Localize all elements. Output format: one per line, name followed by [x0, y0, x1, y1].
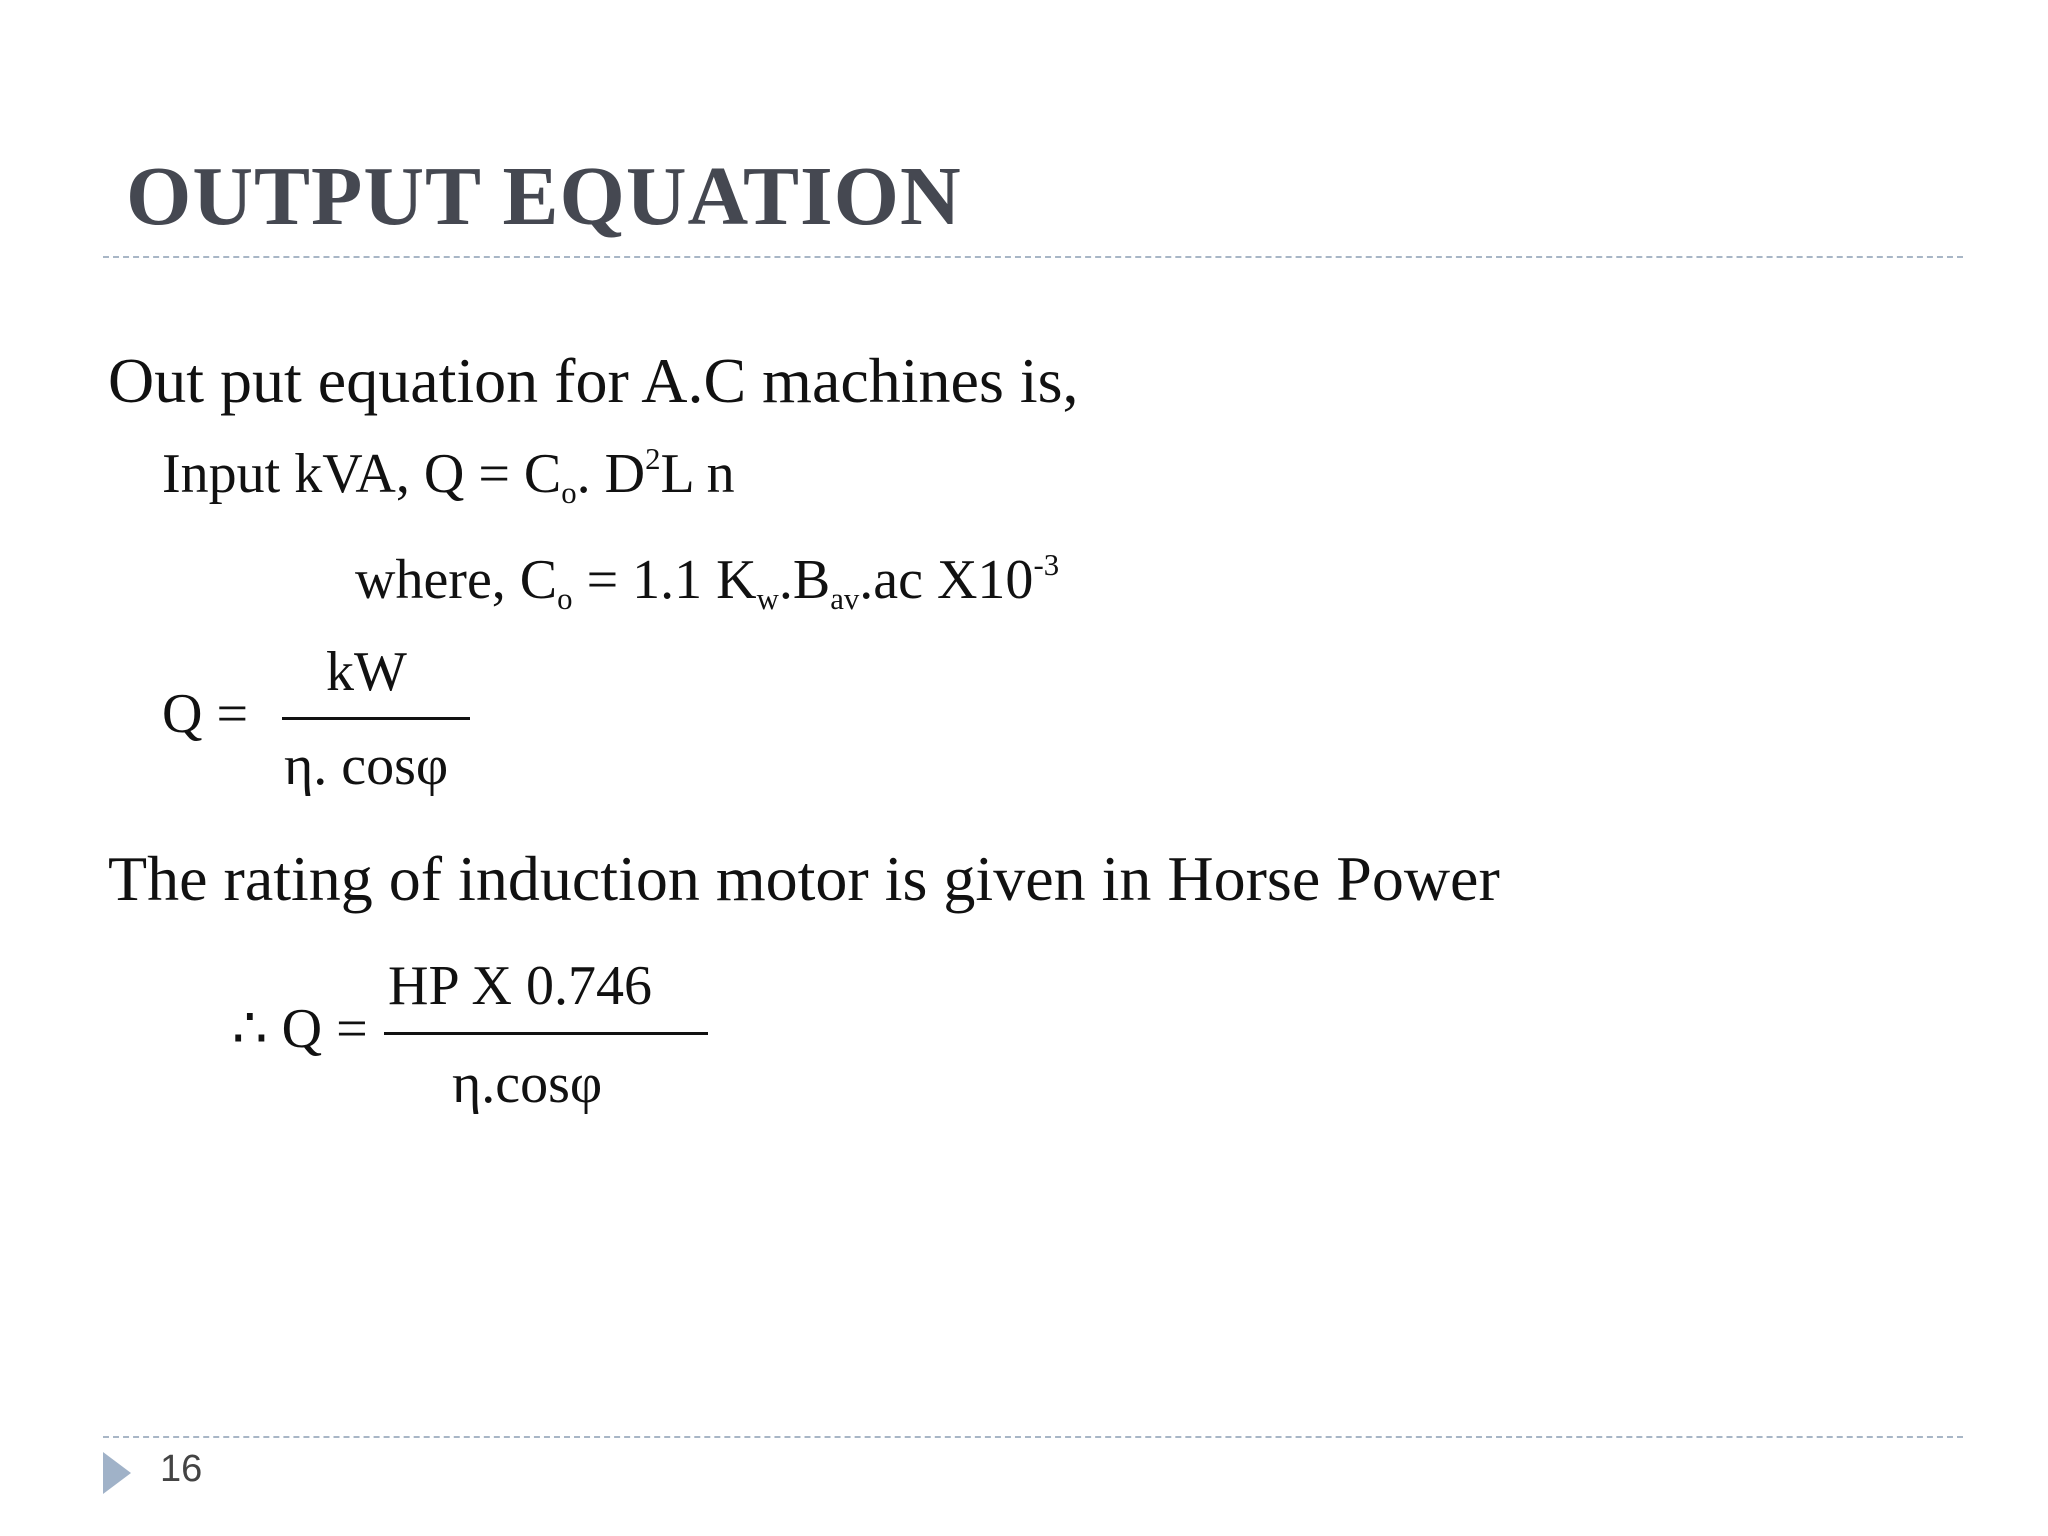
footer-divider — [103, 1436, 1963, 1438]
eq3-lhs: Q = — [162, 683, 249, 745]
eq4-fraction-bar — [384, 1032, 708, 1035]
input-kva-equation — [162, 441, 735, 510]
triangle-bullet-icon — [103, 1452, 131, 1494]
eq1-rhs: L n — [660, 443, 735, 505]
eq1-sup-2: 2 — [645, 441, 661, 476]
eq1-mid: . D — [576, 443, 646, 505]
eq2-sub-o: o — [557, 581, 573, 616]
eq3-numerator: kW — [326, 641, 407, 703]
output-coefficient-equation — [355, 547, 1060, 616]
page-number: 16 — [160, 1448, 203, 1490]
eq2-sup-exp: -3 — [1033, 547, 1060, 582]
eq4-denominator: η.cosφ — [452, 1053, 603, 1115]
eq2-sub-av: av — [830, 581, 860, 616]
rating-text: The rating of induction motor is given in Horse Power — [108, 843, 1500, 914]
eq2-eq: = 1.1 K — [572, 549, 757, 611]
eq3-fraction-bar — [282, 717, 470, 720]
eq1-sub-o: o — [561, 475, 577, 510]
eq2-b: .B — [778, 549, 831, 611]
eq2-ac: .ac X10 — [859, 549, 1034, 611]
eq2-sub-w: w — [756, 581, 779, 616]
eq1-lhs: Input kVA, Q = C — [162, 443, 562, 505]
title-divider — [103, 256, 1963, 258]
eq4-lhs: ∴ Q = — [232, 998, 368, 1060]
intro-text: Out put equation for A.C machines is, — [108, 345, 1079, 416]
eq3-denominator: η. cosφ — [284, 735, 449, 797]
eq2-where: where, C — [355, 549, 558, 611]
slide-title: OUTPUT EQUATION — [126, 150, 962, 243]
eq4-numerator: HP X 0.746 — [388, 955, 652, 1017]
